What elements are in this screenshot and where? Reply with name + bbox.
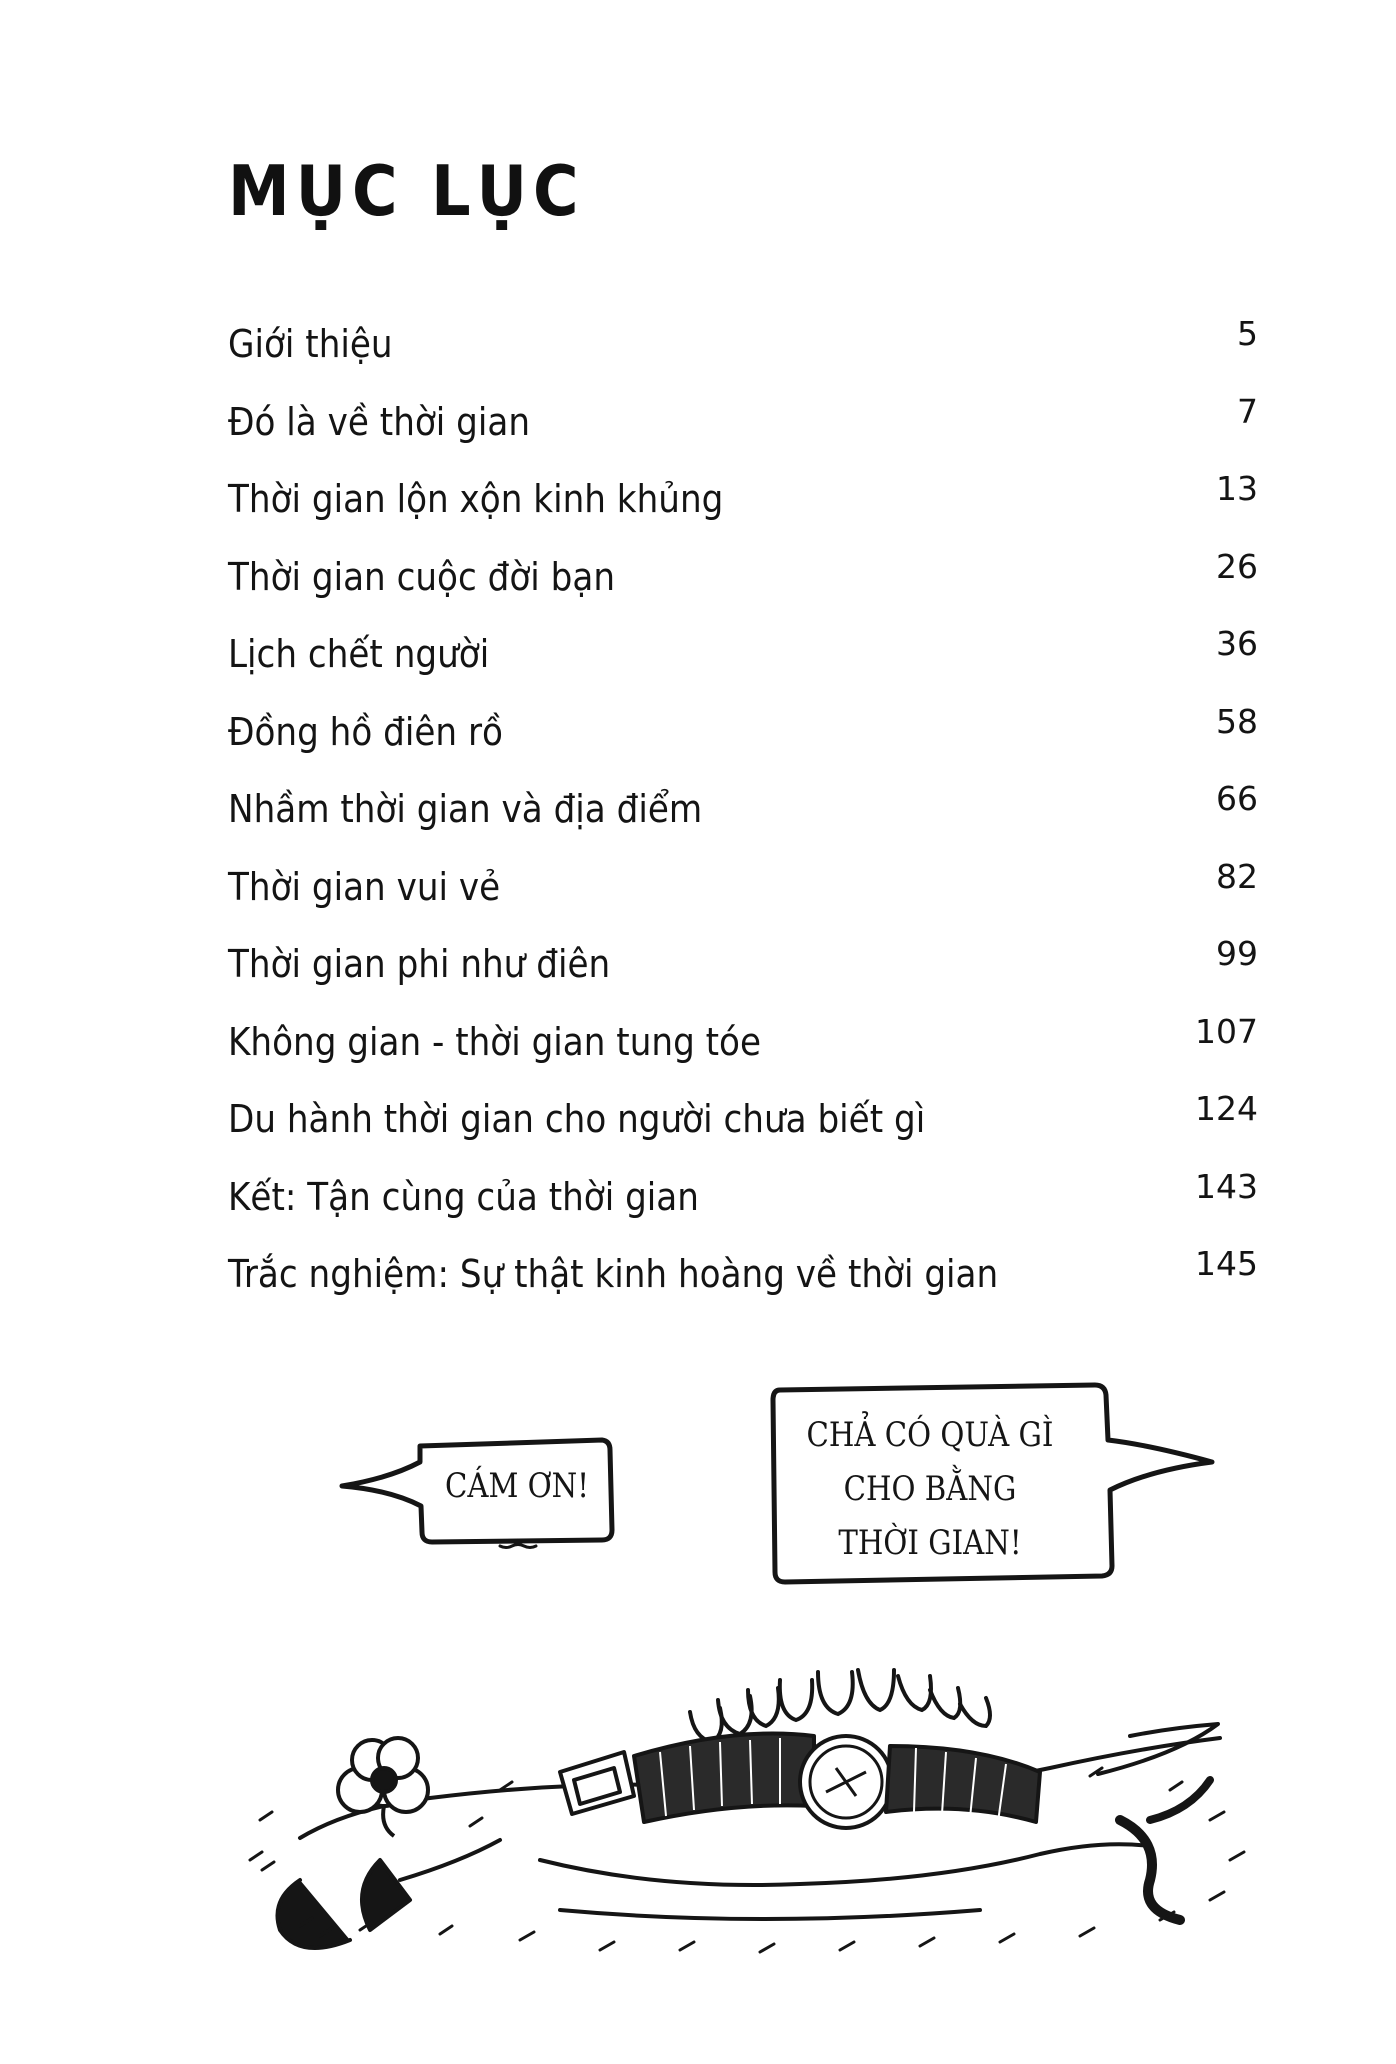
speech-bubble-right-line: CHO BẰNG [843,1469,1017,1509]
toc-entry-title: Kết: Tận cùng của thời gian [228,1174,699,1219]
toc-entry-page-number: 7 [1237,391,1258,431]
toc-entry-title: Đó là về thời gian [228,399,531,444]
toc-entry-page-number: 143 [1195,1166,1258,1206]
toc-entry-title: Đồng hồ điên rồ [228,709,503,754]
toc-entry-page-number: 66 [1216,779,1258,818]
toc-entry-page-number: 58 [1216,701,1258,741]
toc-entry-title: Không gian - thời gian tung tóe [228,1019,762,1064]
toc-entry-title: Lịch chết người [228,632,490,676]
flower-drawing [338,1738,428,1836]
speech-bubble-right-line: CHẢ CÓ QUÀ GÌ [806,1415,1054,1455]
toc-entry-page-number: 99 [1216,934,1258,973]
toc-entry-page-number: 82 [1216,856,1258,896]
toc-entry-title: Nhầm thời gian và địa điểm [228,787,703,831]
toc-entry-page-number: 26 [1216,546,1258,586]
speech-bubble-right-line: THỜI GIAN! [838,1523,1022,1563]
toc-entry-page-number: 145 [1195,1244,1258,1283]
toc-entry-title: Trắc nghiệm: Sự thật kinh hoàng về thời gian [228,1252,999,1296]
toc-entry-page-number: 36 [1216,624,1258,663]
page-title: MỤC LỤC [228,150,585,232]
speech-bubble-right-text [801,1408,1059,1570]
toc-entry-title: Thời gian vui vẻ [228,864,501,909]
toc-entry-title: Thời gian phi như điên [228,942,611,986]
toc-entry-page-number: 13 [1216,469,1258,508]
toc-entry-title: Du hành thời gian cho người chưa biết gì [228,1097,926,1141]
watch-drawing [560,1734,1040,1829]
sun-rays-decoration [690,1670,990,1742]
toc-entry-title: Giới thiệu [228,322,393,366]
toc-entry-title: Thời gian cuộc đời bạn [228,554,616,599]
speech-bubble-left-text: CÁM ƠN! [444,1466,590,1506]
toc-entry-page-number: 107 [1195,1011,1258,1051]
toc-entry-page-number: 124 [1195,1089,1258,1128]
toc-entry-page-number: 5 [1237,314,1258,353]
toc-entry-title: Thời gian lộn xộn kinh khủng [228,477,724,521]
